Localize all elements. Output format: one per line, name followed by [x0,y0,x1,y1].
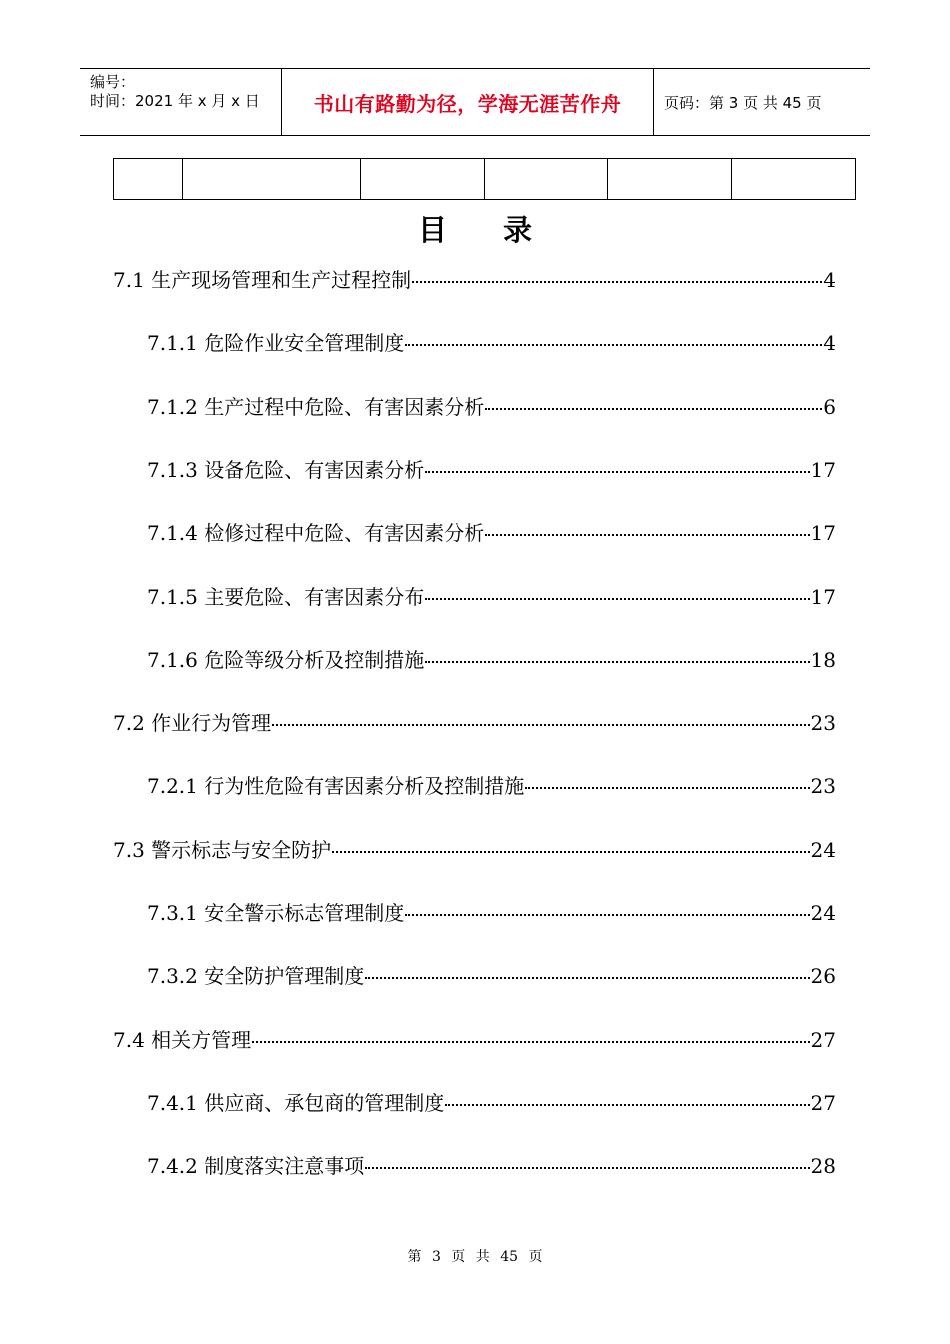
toc-entry[interactable] [147,517,836,546]
toc-entry-label: 7.4 相关方管理 [113,1028,252,1052]
toc-entry[interactable] [147,960,836,989]
toc-entry-page: 24 [810,838,836,862]
toc-dot-leader [445,1104,809,1106]
toc-entry-page: 24 [810,901,836,925]
toc-entry[interactable] [147,327,836,356]
page-footer: 第 3 页 共 45 页 [407,1249,543,1265]
toc-dot-leader [525,787,809,789]
toc-entry[interactable] [147,454,836,483]
empty-grid-table [113,158,856,200]
toc-entry[interactable] [113,707,836,736]
toc-entry-label: 7.1.6 危险等级分析及控制措施 [147,648,425,672]
toc-entry-page: 23 [810,774,836,798]
toc-entry[interactable] [147,1150,836,1179]
toc-dot-leader [365,1167,809,1169]
toc-title-char: 目 [417,213,447,247]
toc-entry-label: 7.3.1 安全警示标志管理制度 [147,901,405,925]
toc-entry-page: 18 [810,648,836,672]
toc-entry-page: 28 [810,1154,836,1178]
toc-dot-leader [425,598,809,600]
toc-dot-leader [485,408,822,410]
toc-entry[interactable] [147,1087,836,1116]
table-cell [361,159,485,200]
toc-entry[interactable] [113,1024,836,1053]
toc-entry[interactable] [147,581,836,610]
toc-entry[interactable] [147,644,836,673]
toc-entry[interactable] [113,264,836,293]
toc-dot-leader [412,281,822,283]
toc-entry-page: 27 [810,1091,836,1115]
toc-dot-leader [405,344,822,346]
table-cell [114,159,183,200]
toc-entry-page: 4 [823,268,836,292]
toc-entry-label: 7.1 生产现场管理和生产过程控制 [113,268,412,292]
toc-entry-label: 7.1.1 危险作业安全管理制度 [147,331,405,355]
toc-entry-page: 17 [810,521,836,545]
toc-entry[interactable] [147,897,836,926]
toc-dot-leader [485,534,809,536]
toc-entry-page: 17 [810,585,836,609]
toc-entry-label: 7.2 作业行为管理 [113,711,272,735]
toc-entry[interactable] [147,391,836,420]
toc-dot-leader [405,914,809,916]
toc-entry-label: 7.2.1 行为性危险有害因素分析及控制措施 [147,774,525,798]
table-row [114,159,856,200]
toc-entry-label: 7.3.2 安全防护管理制度 [147,964,365,988]
toc-entry-label: 7.1.2 生产过程中危险、有害因素分析 [147,395,485,419]
number-label: 编号： [90,73,136,91]
toc-dot-leader [365,977,809,979]
toc-entry-label: 7.1.5 主要危险、有害因素分布 [147,585,425,609]
toc-entry[interactable] [147,770,836,799]
toc-entry-label: 7.4.1 供应商、承包商的管理制度 [147,1091,445,1115]
toc-entry-page: 27 [810,1028,836,1052]
toc-dot-leader [272,724,809,726]
toc-dot-leader [425,471,809,473]
toc-entry-label: 7.1.3 设备危险、有害因素分析 [147,458,425,482]
table-cell [732,159,856,200]
table-cell [608,159,732,200]
header-page-info: 页码：第 3 页 共 45 页 [664,93,822,112]
toc-entry-label: 7.1.4 检修过程中危险、有害因素分析 [147,521,485,545]
document-header [80,68,870,136]
toc-entry-page: 4 [823,331,836,355]
toc-entry-label: 7.4.2 制度落实注意事项 [147,1154,365,1178]
toc-entry-page: 23 [810,711,836,735]
header-motto: 书山有路勤为径，学海无涯苦作舟 [282,69,654,135]
toc-title-char: 录 [503,213,533,247]
toc-entry[interactable] [113,834,836,863]
toc-entry-page: 6 [823,395,836,419]
toc-entry-label: 7.3 警示标志与安全防护 [113,838,332,862]
toc-entry-page: 26 [810,964,836,988]
toc-dot-leader [252,1041,809,1043]
toc-dot-leader [425,661,809,663]
toc-entry-page: 17 [810,458,836,482]
time-label: 时间：2021 年 x 月 x 日 [90,92,260,110]
header-meta [80,69,282,135]
toc-title [0,208,950,249]
toc-dot-leader [332,851,809,853]
table-cell [485,159,608,200]
table-cell [183,159,361,200]
